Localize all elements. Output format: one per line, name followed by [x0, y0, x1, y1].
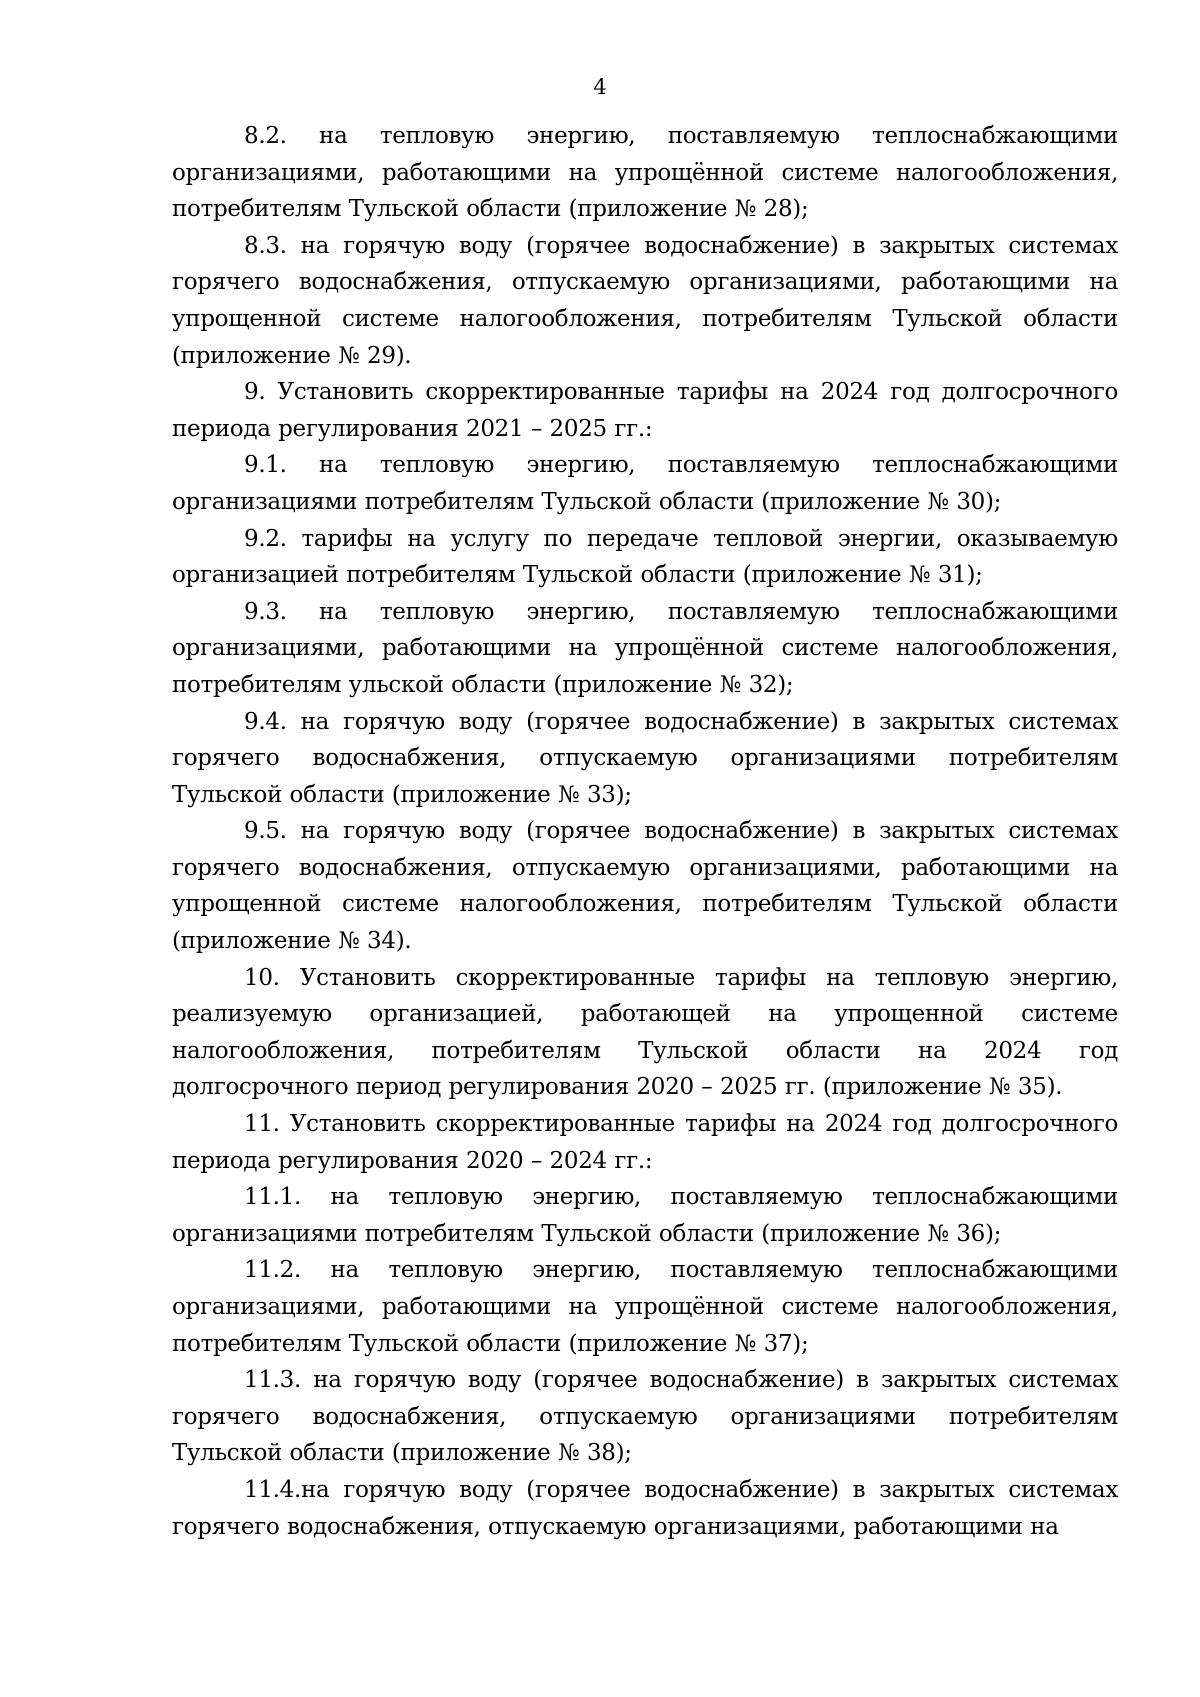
paragraph-11: 11. Установить скорректированные тарифы на 2024 год долгосрочного периода регулирования 2020 – 2024 гг.: [172, 1111, 1118, 1174]
paragraph-9: 9. Установить скорректированные тарифы на 2024 год долгосрочного периода регулирования 2021 – 2025 гг.: [172, 379, 1118, 442]
paragraph-9-1: 9.1. на тепловую энергию, поставляемую теплоснабжающими организациями потребителям Тульской области (приложение № 30); [172, 452, 1118, 515]
paragraph-9-5: 9.5. на горячую воду (горячее водоснабжение) в закрытых системах горячего водоснабжения, отпускаемую организациями, работающими на упрощенной системе налогообложения, потребителям Тульской области (приложение № 34). [172, 818, 1118, 955]
page-number: 4 [593, 75, 607, 99]
paragraph-8-2: 8.2. на тепловую энергию, поставляемую теплоснабжающими организациями, работающими на упрощённой системе налогообложения, потребителям Тульской области (приложение № 28); [172, 123, 1118, 223]
paragraph-9-3: 9.3. на тепловую энергию, поставляемую теплоснабжающими организациями, работающими на упрощённой системе налогообложения, потребителям ульской области (приложение № 32); [172, 598, 1118, 698]
paragraph-11-4: 11.4.на горячую воду (горячее водоснабжение) в закрытых системах горячего водоснабжения, отпускаемую организациями, работающими на [172, 1476, 1118, 1540]
paragraph-11-1: 11.1. на тепловую энергию, поставляемую теплоснабжающими организациями потребителям Тульской области (приложение № 36); [172, 1184, 1118, 1247]
paragraph-10: 10. Установить скорректированные тарифы на тепловую энергию, реализуемую организацией, работающей на упрощенной системе налогообложения, потребителям Тульской области на 2024 год долгосрочного период регулирования 2020 – 2025 гг. (приложение № 35). [172, 964, 1118, 1101]
paragraph-9-2: 9.2. тарифы на услугу по передаче тепловой энергии, оказываемую организацией потребителям Тульской области (приложение № 31); [172, 525, 1118, 589]
paragraph-9-4: 9.4. на горячую воду (горячее водоснабжение) в закрытых системах горячего водоснабжения, отпускаемую организациями потребителям Тульской области (приложение № 33); [172, 708, 1118, 808]
paragraph-8-3: 8.3. на горячую воду (горячее водоснабжение) в закрытых системах горячего водоснабжения, отпускаемую организациями, работающими на упрощенной системе налогообложения, потребителям Тульской области (приложение № 29). [172, 232, 1118, 369]
document-body [172, 118, 1118, 1545]
paragraph-11-3: 11.3. на горячую воду (горячее водоснабжение) в закрытых системах горячего водоснабжения, отпускаемую организациями потребителям Тульской области (приложение № 38); [172, 1367, 1118, 1467]
paragraph-11-2: 11.2. на тепловую энергию, поставляемую теплоснабжающими организациями, работающими на упрощённой системе налогообложения, потребителям Тульской области (приложение № 37); [172, 1257, 1118, 1357]
